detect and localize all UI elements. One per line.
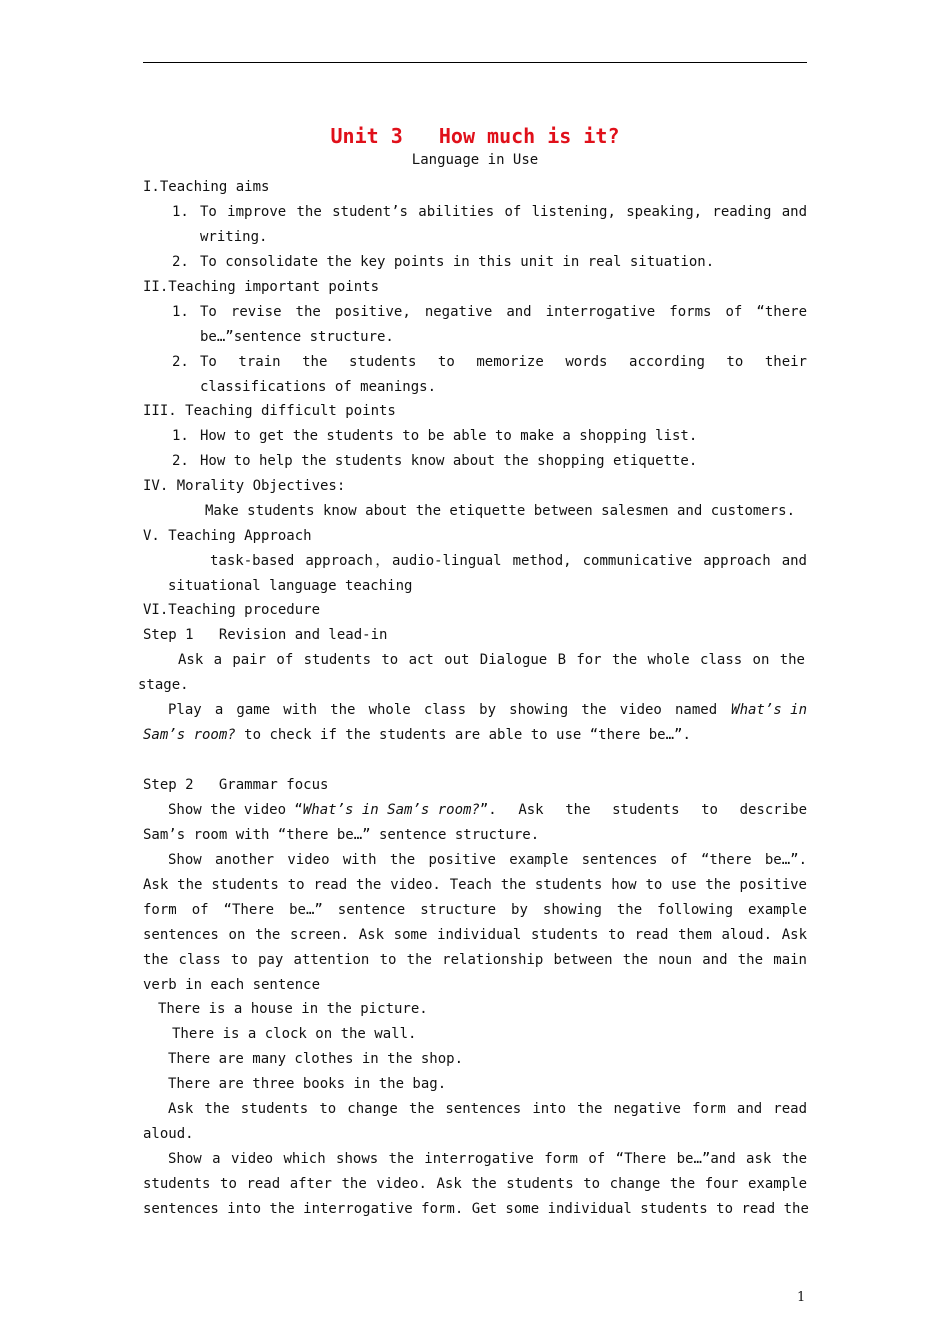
document-title: Unit 3 How much is it? xyxy=(330,124,620,148)
example-sentence: There is a clock on the wall. xyxy=(172,1026,417,1042)
example-sentence: There is a house in the picture. xyxy=(158,1001,428,1017)
section-heading-difficult: III. Teaching difficult points xyxy=(143,403,396,419)
paragraph-line: sentences on the screen. Ask some individual students to read them aloud. Ask xyxy=(143,927,807,943)
list-item-line: How to get the students to be able to make a shopping list. xyxy=(200,428,698,444)
list-item-line: How to help the students know about the shopping etiquette. xyxy=(200,453,698,469)
list-item-line: To revise the positive, negative and interrogative forms of “there xyxy=(200,304,807,320)
list-item-line: To improve the student’s abilities of listening, speaking, reading and xyxy=(200,204,807,220)
paragraph-line xyxy=(168,800,807,820)
paragraph-line xyxy=(143,725,691,745)
video-title-emphasis: Sam’s room? xyxy=(143,727,236,743)
paragraph-line: Ask the students to read the video. Teach the students how to use the positive xyxy=(143,877,807,893)
section-heading-aims: I.Teaching aims xyxy=(143,179,270,195)
list-number: 2. xyxy=(172,254,189,270)
example-sentence: There are three books in the bag. xyxy=(168,1076,447,1092)
paragraph-line xyxy=(168,700,807,720)
paragraph-line: Ask a pair of students to act out Dialogue B for the whole class on the xyxy=(178,652,805,668)
paragraph-line: the class to pay attention to the relationship between the noun and the main xyxy=(143,952,807,968)
paragraph-line: Show another video with the positive example sentences of “there be…”. xyxy=(168,852,807,868)
paragraph-line: Make students know about the etiquette between salesmen and customers. xyxy=(205,503,796,519)
list-number: 1. xyxy=(172,428,189,444)
header-rule xyxy=(143,62,807,63)
list-number: 1. xyxy=(172,304,189,320)
list-number: 2. xyxy=(172,453,189,469)
list-item-line: To train the students to memorize words according to their xyxy=(200,354,807,370)
paragraph-line: Ask the students to change the sentences into the negative form and read xyxy=(168,1101,807,1117)
list-number: 2. xyxy=(172,354,189,370)
paragraph-line: stage. xyxy=(138,677,189,693)
section-heading-approach: V. Teaching Approach xyxy=(143,528,312,544)
page-number: 1 xyxy=(797,1290,806,1305)
list-item-line: writing. xyxy=(200,229,268,245)
section-heading-procedure: VI.Teaching procedure xyxy=(143,602,321,618)
video-title-emphasis: What’s in xyxy=(731,702,807,718)
step1-heading: Step 1 Revision and lead-in xyxy=(143,627,388,643)
paragraph-line: students to read after the video. Ask the students to change the four example xyxy=(143,1176,807,1192)
paragraph-line: verb in each sentence xyxy=(143,977,321,993)
paragraph-line: Show a video which shows the interrogative form of “There be…”and ask the xyxy=(168,1151,807,1167)
paragraph-line: situational language teaching xyxy=(168,578,413,594)
section-heading-important: II.Teaching important points xyxy=(143,279,380,295)
list-item-line: To consolidate the key points in this unit in real situation. xyxy=(200,254,715,270)
paragraph-text: Show the video “ xyxy=(168,802,303,818)
paragraph-text: Play a game with the whole class by showing the video named xyxy=(168,702,718,718)
video-title-emphasis: What’s in Sam’s room? xyxy=(302,802,480,818)
paragraph-line: Sam’s room with “there be…” sentence structure. xyxy=(143,827,540,843)
document-subtitle: Language in Use xyxy=(411,152,539,168)
section-heading-morality: IV. Morality Objectives: xyxy=(143,478,346,494)
paragraph-line: form of “There be…” sentence structure by showing the following example xyxy=(143,902,807,918)
paragraph-line: sentences into the interrogative form. Get some individual students to read the xyxy=(143,1201,809,1217)
step2-heading: Step 2 Grammar focus xyxy=(143,777,329,793)
paragraph-line: aloud. xyxy=(143,1126,194,1142)
example-sentence: There are many clothes in the shop. xyxy=(168,1051,464,1067)
paragraph-text: ”. Ask the students to describe xyxy=(479,802,807,818)
list-number: 1. xyxy=(172,204,189,220)
paragraph-text: to check if the students are able to use “there be…”. xyxy=(244,727,691,743)
list-item-line: classifications of meanings. xyxy=(200,379,437,395)
paragraph-line: task-based approach，audio-lingual method, communicative approach and xyxy=(210,553,807,569)
list-item-line: be…”sentence structure. xyxy=(200,329,394,345)
